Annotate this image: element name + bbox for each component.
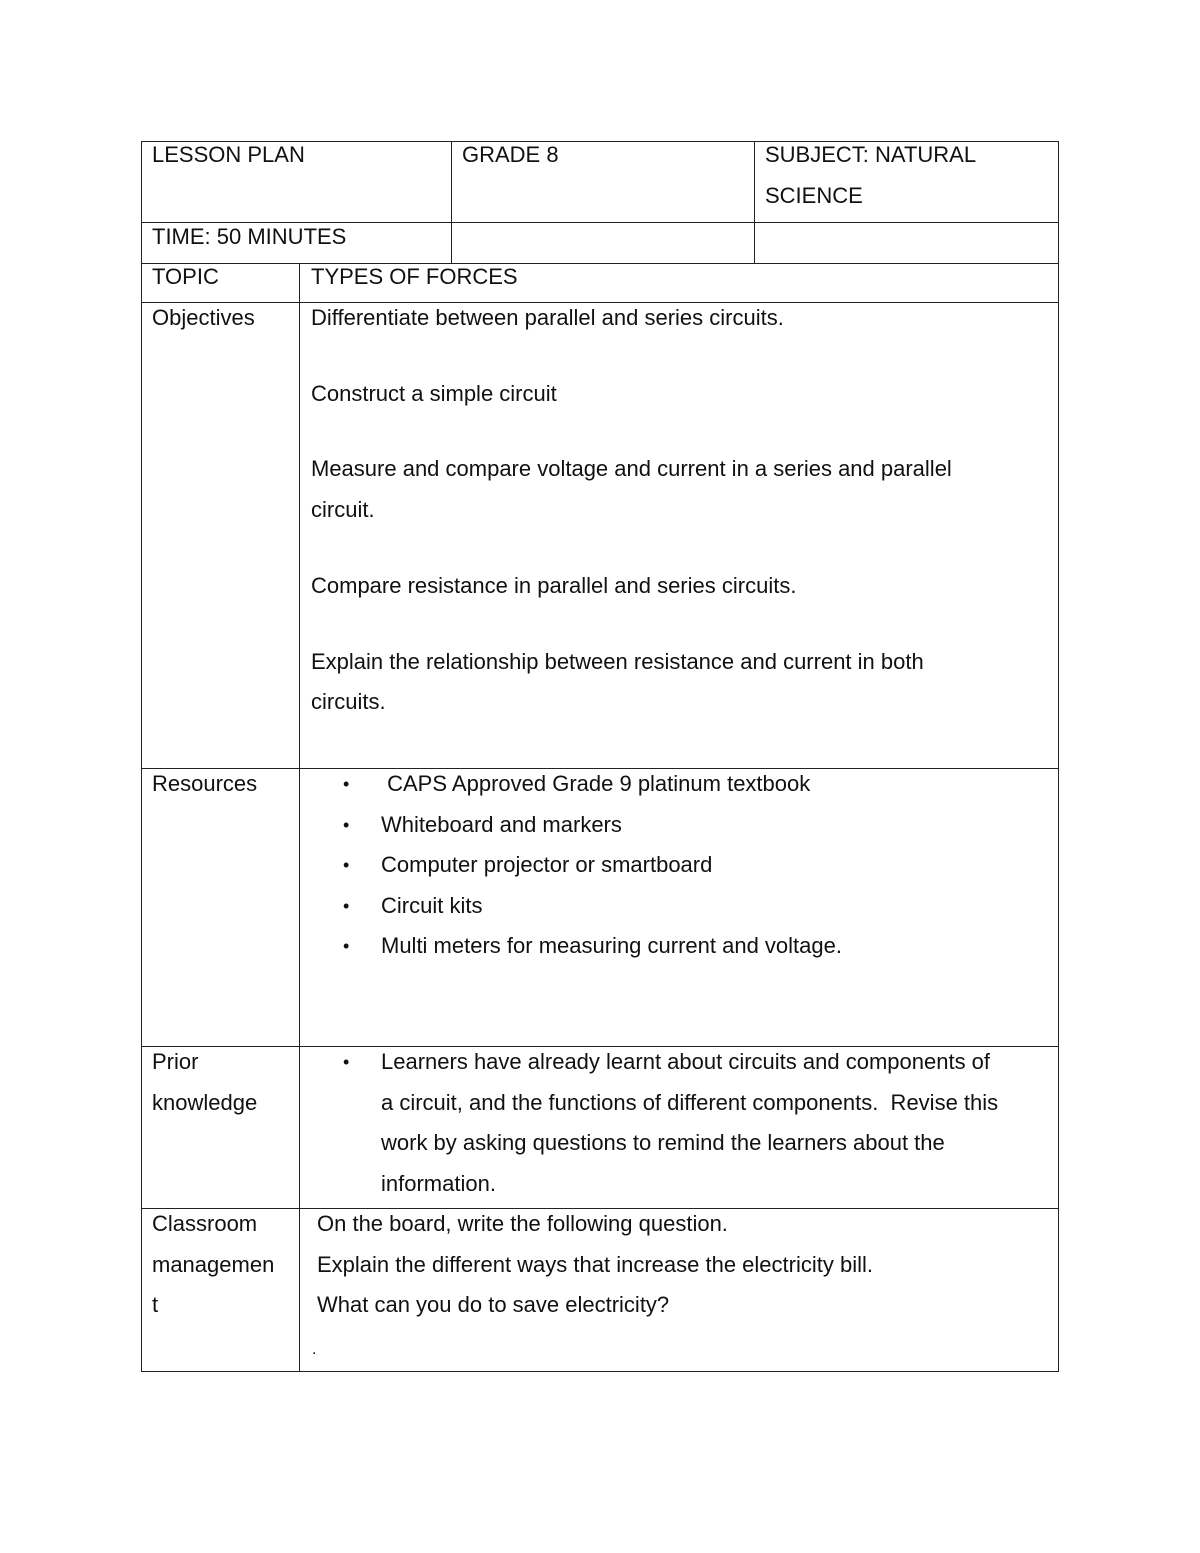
resource-item: Multi meters for measuring current and voltage.: [381, 933, 842, 958]
column-divider: [451, 141, 452, 263]
resources-label: Resources: [152, 771, 258, 796]
classroom-management-label-line1: Classroom: [152, 1211, 258, 1236]
bullet-icon: •: [343, 855, 350, 875]
subject-label-line2: SCIENCE: [765, 183, 863, 208]
subject-label-line1: SUBJECT: NATURAL: [765, 142, 977, 167]
resource-item: Whiteboard and markers: [381, 812, 622, 837]
topic-label: TOPIC: [152, 264, 219, 289]
classroom-management-line: On the board, write the following question.: [317, 1211, 728, 1236]
objective-item: Construct a simple circuit: [311, 381, 557, 406]
classroom-management-line: What can you do to save electricity?: [317, 1292, 670, 1317]
row-divider: [141, 263, 1059, 264]
objective-item: circuits.: [311, 689, 386, 714]
objectives-label: Objectives: [152, 305, 255, 330]
objective-item: Compare resistance in parallel and series circuits.: [311, 573, 797, 598]
classroom-management-line: .: [312, 1341, 317, 1358]
topic-value: TYPES OF FORCES: [311, 264, 518, 289]
bullet-icon: •: [343, 936, 350, 956]
resource-item: CAPS Approved Grade 9 platinum textbook: [381, 771, 811, 796]
grade-label: GRADE 8: [462, 142, 559, 167]
resource-item: Computer projector or smartboard: [381, 852, 713, 877]
bullet-icon: •: [343, 1052, 350, 1072]
column-divider: [299, 263, 300, 1372]
objective-item: circuit.: [311, 497, 375, 522]
prior-knowledge-line: work by asking questions to remind the learners about the: [381, 1130, 945, 1155]
prior-knowledge-line: Learners have already learnt about circuits and components of: [381, 1049, 991, 1074]
objective-item: Measure and compare voltage and current in a series and parallel: [311, 456, 952, 481]
prior-knowledge-line: a circuit, and the functions of different components. Revise this: [381, 1090, 999, 1115]
column-divider: [754, 141, 755, 263]
time-label: TIME: 50 MINUTES: [152, 224, 347, 249]
classroom-management-label-line2: managemen: [152, 1252, 275, 1277]
classroom-management-label-line3: t: [152, 1292, 159, 1317]
prior-knowledge-label-line2: knowledge: [152, 1090, 258, 1115]
objective-item: Explain the relationship between resistance and current in both: [311, 649, 924, 674]
bullet-icon: •: [343, 896, 350, 916]
prior-knowledge-label-line1: Prior: [152, 1049, 199, 1074]
lesson-plan-title: LESSON PLAN: [152, 142, 305, 167]
bullet-icon: •: [343, 774, 350, 794]
bullet-icon: •: [343, 815, 350, 835]
resource-item: Circuit kits: [381, 893, 483, 918]
objective-item: Differentiate between parallel and series circuits.: [311, 305, 784, 330]
classroom-management-line: Explain the different ways that increase the electricity bill.: [317, 1252, 873, 1277]
prior-knowledge-line: information.: [381, 1171, 496, 1196]
